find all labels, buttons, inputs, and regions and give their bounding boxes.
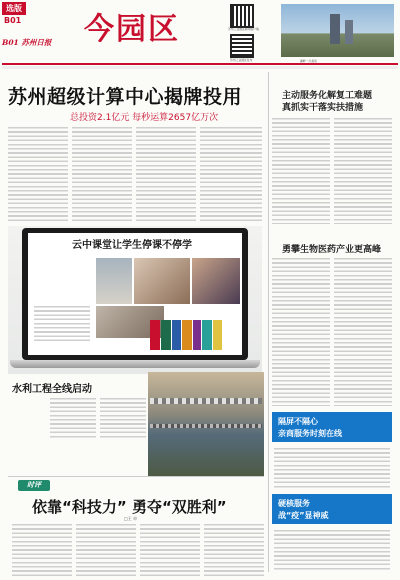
photo-caption: 湖畔一片美景 <box>300 59 317 63</box>
side-box-title: 战“疫”显神威 <box>278 511 329 520</box>
water-photo-structure <box>150 424 262 428</box>
lead-subhead: 总投资2.1亿元 每秒运算2657亿万次 <box>70 113 219 123</box>
body-text-column <box>12 524 72 576</box>
edition-tag: 选版 <box>2 2 26 15</box>
qr-code <box>230 34 254 58</box>
side-box-title: 隔屏不隔心 <box>278 417 318 426</box>
body-text-column <box>272 258 330 406</box>
body-text-column <box>334 258 392 406</box>
qr-caption: 苏州工业园区新闻客户端 <box>228 27 259 31</box>
book-stack <box>150 320 223 354</box>
qr-caption: 苏州工业园区发布 <box>230 58 253 62</box>
feature-photo-student <box>192 258 240 304</box>
body-text-column <box>136 127 196 223</box>
feature-photo-classroom <box>96 258 132 304</box>
body-text-column <box>334 118 392 224</box>
side-box-title: 亲商服务时刻在线 <box>278 429 342 438</box>
water-title: 水利工程全线启动 <box>12 384 92 395</box>
commentary-byline: □王 卓 <box>124 516 138 521</box>
feature-title: 云中课堂让学生停课不停学 <box>72 240 192 251</box>
column-divider <box>268 72 269 572</box>
body-text-column <box>274 530 390 570</box>
water-photo-structure <box>150 398 262 404</box>
body-text-column <box>72 127 132 223</box>
body-text-column <box>272 118 330 224</box>
feature-caption-text <box>34 306 90 342</box>
masthead-rule <box>2 63 398 65</box>
section-title: 今园区 <box>84 12 180 47</box>
qr-code <box>230 4 254 28</box>
body-text-column <box>8 127 68 223</box>
right-story1-title: 真抓实干落实扶措施 <box>282 103 364 113</box>
page-number: B01 <box>4 16 22 25</box>
commentary-headline: 依靠“科技力” 勇夺“双胜利” <box>32 498 227 516</box>
paper-name: B01 苏州日报 <box>2 38 52 47</box>
section-divider <box>8 476 264 477</box>
right-story2-title: 勇攀生物医药产业更高峰 <box>282 245 382 255</box>
masthead-photo-building <box>345 20 353 44</box>
masthead-photo-building <box>330 14 340 44</box>
body-text-column <box>140 524 200 576</box>
feature-photo-student <box>134 258 190 304</box>
body-text-column <box>204 524 264 576</box>
body-text-column <box>274 448 390 488</box>
right-story1-title: 主动服务化解复工难题 <box>282 91 373 101</box>
body-text-column <box>100 398 146 440</box>
commentary-tag: 时评 <box>18 480 50 491</box>
masthead-rule <box>2 66 398 69</box>
side-box-title: 硬核服务 <box>278 499 310 508</box>
body-text-column <box>200 127 262 223</box>
lead-headline: 苏州超级计算中心揭牌投用 <box>8 86 243 108</box>
laptop-base <box>10 360 260 368</box>
body-text-column <box>76 524 136 576</box>
body-text-column <box>50 398 96 440</box>
